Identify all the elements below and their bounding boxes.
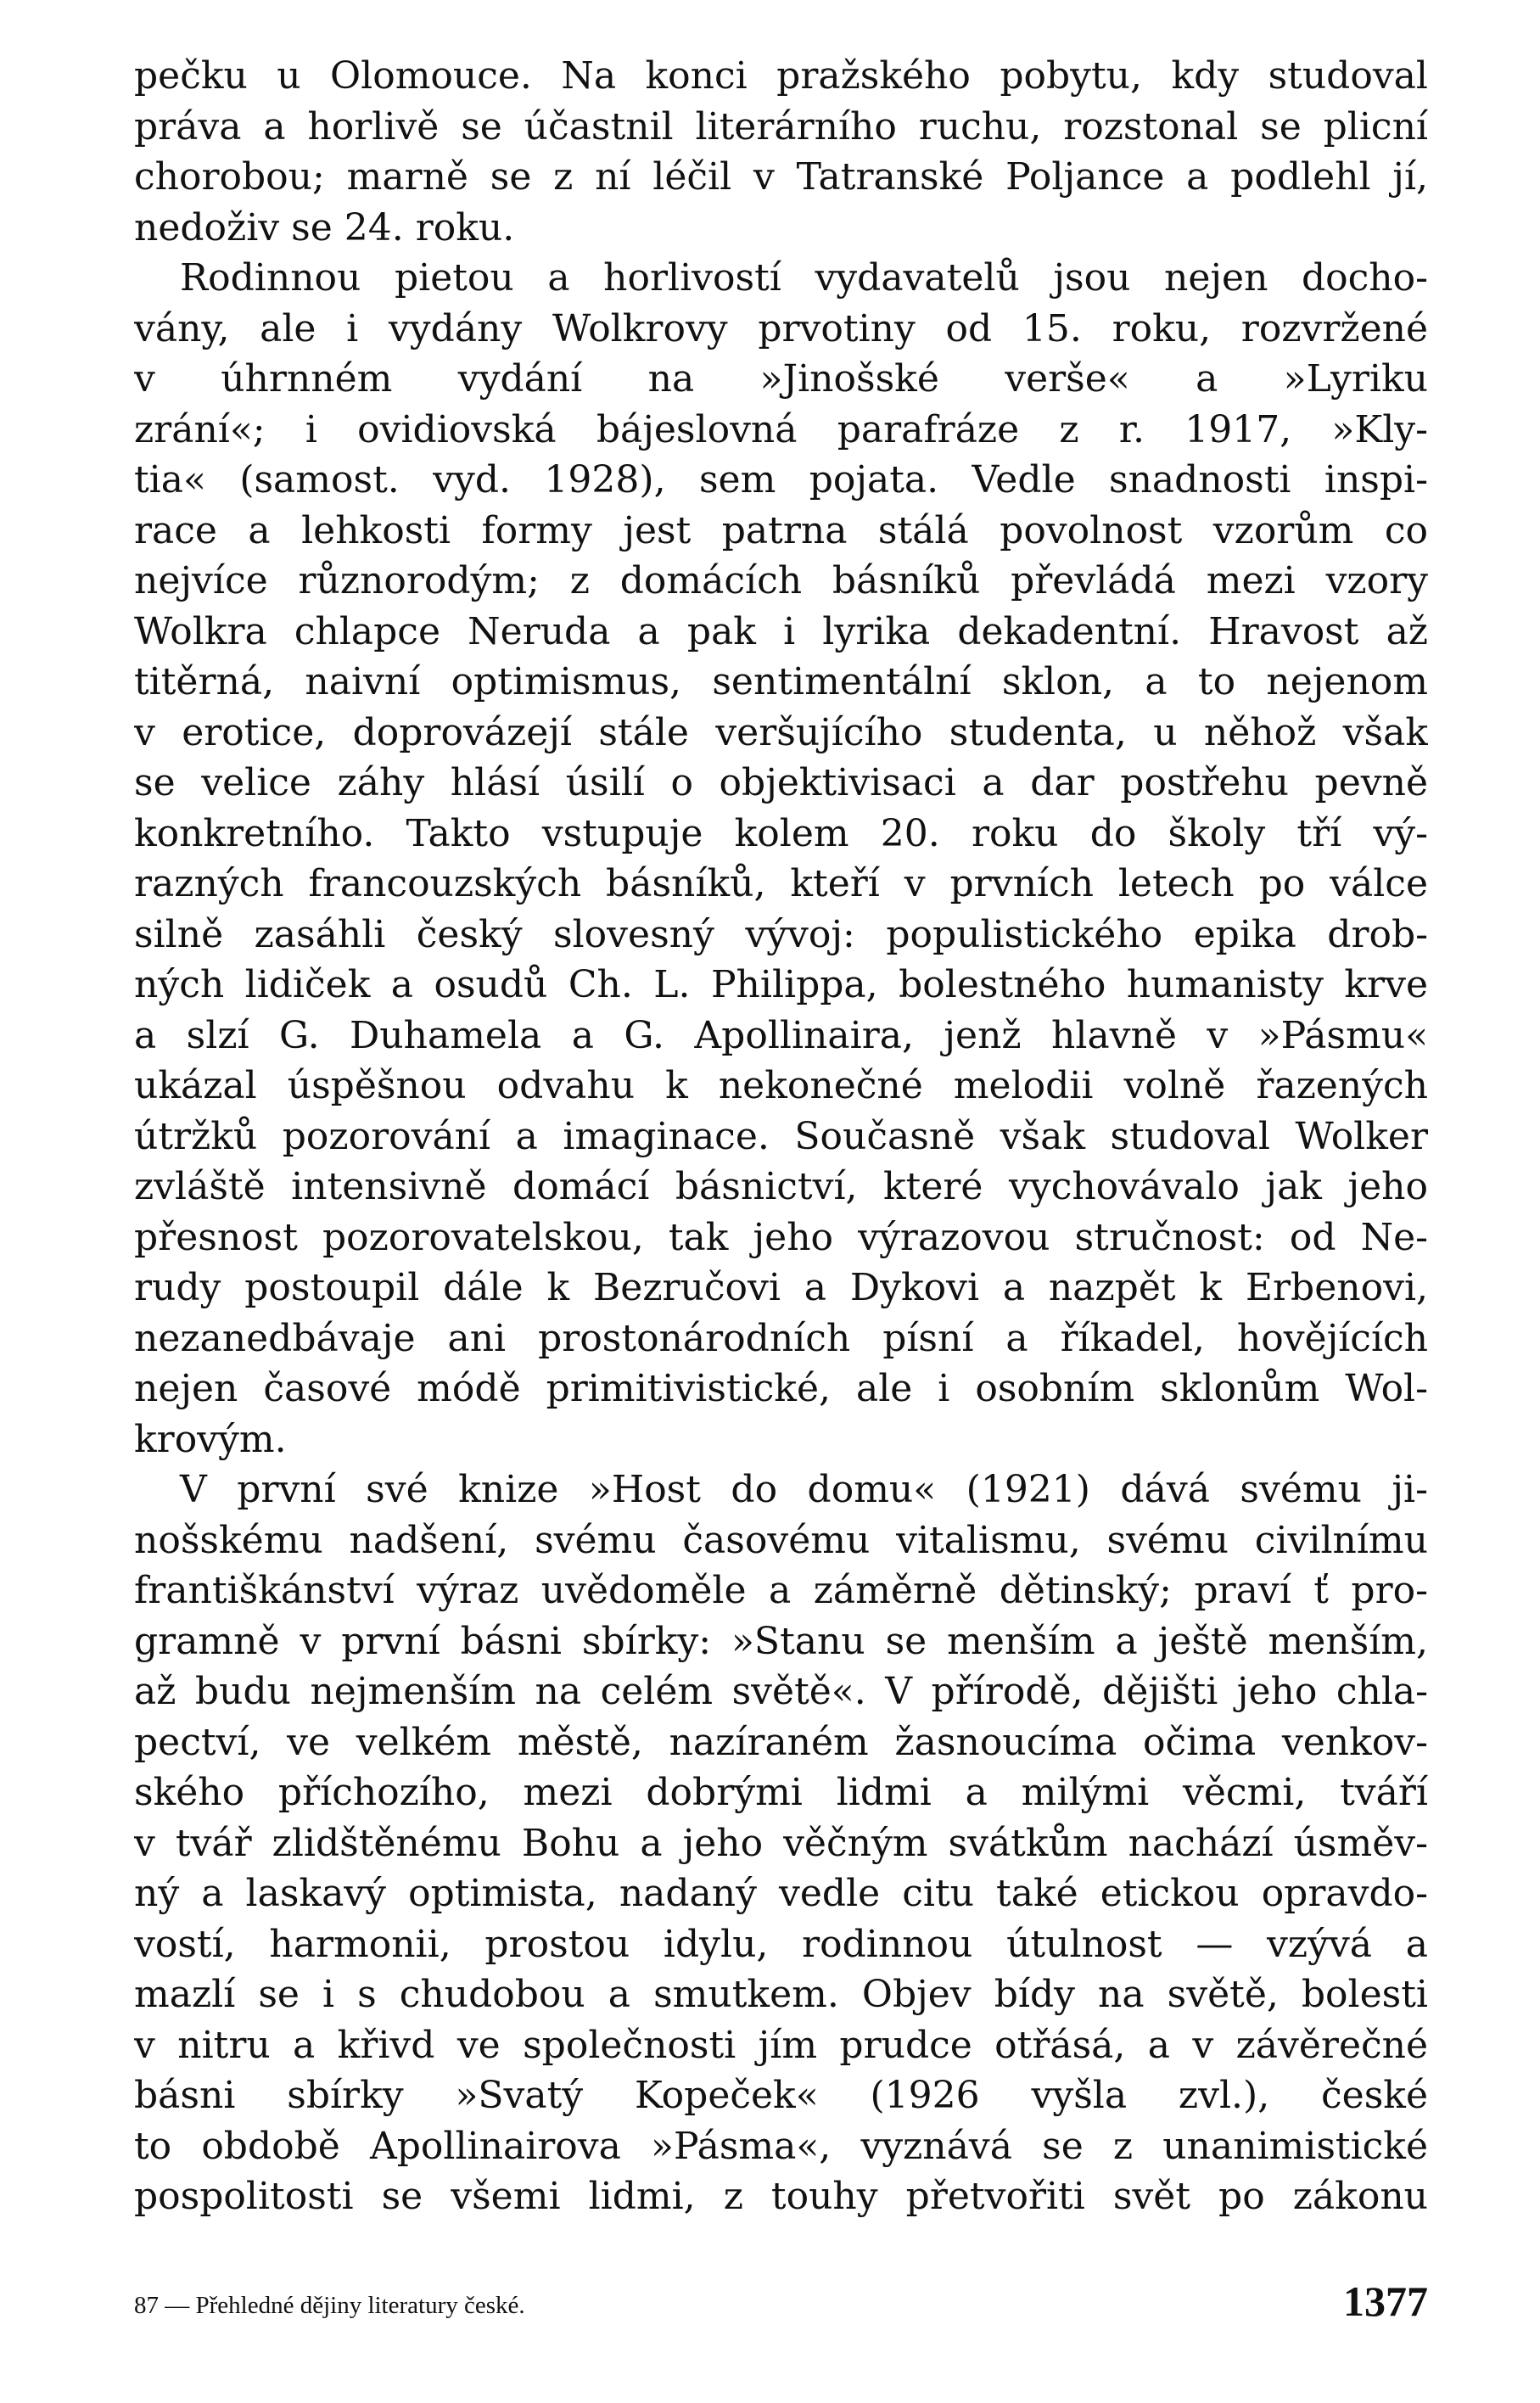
text-line: ných lidiček a osudů Ch. L. Philippa, bolestného humanisty krve <box>134 963 1428 1006</box>
text-line: race a lehkosti formy jest patrna stálá povolnost vzorům co <box>134 508 1428 552</box>
text-line: nejvíce různorodým; z domácích básníků převládá mezi vzory <box>134 559 1428 602</box>
text-line: až budu nejmenším na celém světě«. V přírodě, dějišti jeho chla- <box>134 1670 1428 1713</box>
text-line: krovým. <box>134 1417 287 1461</box>
text-line: V první své knize »Host do domu« (1921) dává svému ji- <box>180 1468 1428 1511</box>
text-line: silně zasáhli český slovesný vývoj: populistického epika drob- <box>134 912 1428 956</box>
text-line: v tvář zlidštěnému Bohu a jeho věčným svátkům nachází úsměv- <box>134 1821 1428 1865</box>
text-line: vány, ale i vydány Wolkrovy prvotiny od 15. roku, rozvržené <box>134 306 1428 350</box>
text-line: titěrná, naivní optimismus, sentimentální sklon, a to nejenom <box>134 660 1428 703</box>
text-line: v erotice, doprovázejí stále veršujícího studenta, u něhož však <box>134 710 1428 754</box>
text-line: ského příchozího, mezi dobrými lidmi a milými věcmi, tváří <box>134 1771 1428 1814</box>
text-line: nošskému nadšení, svému časovému vitalismu, svému civilnímu <box>134 1518 1428 1562</box>
text-line: razných francouzských básníků, kteří v prvních letech po válce <box>134 862 1428 905</box>
text-line: vostí, harmonii, prostou idylu, rodinnou útulnost — vzývá a <box>134 1922 1428 1966</box>
text-line: konkretního. Takto vstupuje kolem 20. roku do školy tří vý- <box>134 811 1428 855</box>
page-number: 1377 <box>1343 2277 1428 2325</box>
text-line: zrání«; i ovidiovská bájeslovná parafráze z r. 1917, »Kly- <box>134 407 1428 451</box>
text-line: pospolitosti se všemi lidmi, z touhy přetvořiti svět po zákonu <box>134 2175 1428 2218</box>
text-line: rudy postoupil dále k Bezručovi a Dykovi a nazpět k Erbenovi, <box>134 1266 1428 1309</box>
text-line: nedoživ se 24. roku. <box>134 205 515 249</box>
text-line: Wolkra chlapce Neruda a pak i lyrika dekadentní. Hravost až <box>134 609 1428 653</box>
text-line: přesnost pozorovatelskou, tak jeho výrazovou stručnost: od Ne- <box>134 1215 1428 1259</box>
text-line: tia« (samost. vyd. 1928), sem pojata. Vedle snadnosti inspi- <box>134 458 1428 501</box>
text-line: chorobou; marně se z ní léčil v Tatranské Poljance a podlehl jí, <box>134 155 1428 199</box>
text-line: v úhrnném vydání na »Jinošské verše« a »Lyriku <box>134 357 1428 400</box>
text-line: a slzí G. Duhamela a G. Apollinaira, jenž hlavně v »Pásmu« <box>134 1013 1428 1057</box>
text-line: mazlí se i s chudobou a smutkem. Objev bídy na světě, bolesti <box>134 1973 1428 2016</box>
text-line: útržků pozorování a imaginace. Současně však studoval Wolker <box>134 1114 1428 1158</box>
page-footer <box>134 2277 1428 2327</box>
text-line: františkánství výraz uvědoměle a záměrně dětinský; praví ť pro- <box>134 1569 1428 1612</box>
text-line: se velice záhy hlásí úsilí o objektivisaci a dar postřehu pevně <box>134 761 1428 804</box>
text-line: práva a horlivě se účastnil literárního ruchu, rozstonal se plicní <box>134 104 1428 148</box>
text-line: nezanedbávaje ani prostonárodních písní a říkadel, hovějících <box>134 1316 1428 1360</box>
text-line: pectví, ve velkém městě, nazíraném žasnoucíma očima venkov- <box>134 1720 1428 1764</box>
text-line: básni sbírky »Svatý Kopeček« (1926 vyšla zvl.), české <box>134 2074 1428 2117</box>
text-line: pečku u Olomouce. Na konci pražského pobytu, kdy studoval <box>134 54 1428 98</box>
text-line: nejen časové módě primitivistické, ale i osobním sklonům Wol- <box>134 1367 1428 1410</box>
text-line: ukázal úspěšnou odvahu k nekonečné melodii volně řazených <box>134 1064 1428 1107</box>
text-line: gramně v první básni sbírky: »Stanu se menším a ještě menším, <box>134 1619 1428 1663</box>
text-line: zvláště intensivně domácí básnictví, které vychovávalo jak jeho <box>134 1165 1428 1208</box>
signature-footnote: 87 — Přehledné dějiny literatury české. <box>134 2292 525 2319</box>
text-line: ný a laskavý optimista, nadaný vedle citu také etickou opravdo- <box>134 1872 1428 1915</box>
text-line: v nitru a křivd ve společnosti jím prudce otřásá, a v závěrečné <box>134 2023 1428 2067</box>
body-text <box>134 51 1428 2222</box>
text-line: to obdobě Apollinairova »Pásma«, vyznává se z unanimistické <box>134 2124 1428 2168</box>
text-line: Rodinnou pietou a horlivostí vydavatelů jsou nejen docho- <box>180 256 1428 300</box>
